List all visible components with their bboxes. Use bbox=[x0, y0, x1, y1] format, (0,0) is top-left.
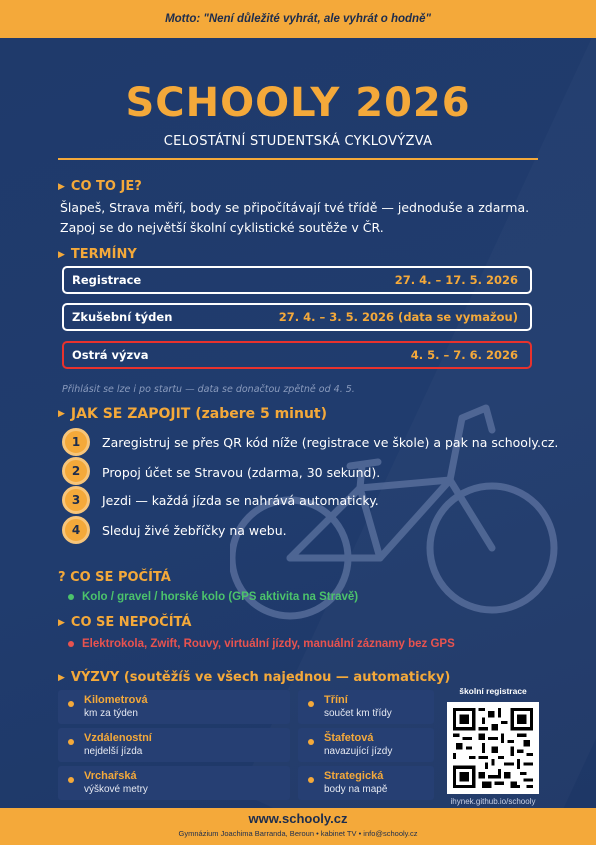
term-dates: 27. 4. – 17. 5. 2026 bbox=[394, 273, 518, 287]
challenge-sub: nejdelší jízda bbox=[84, 746, 143, 757]
motto-bar bbox=[0, 0, 596, 38]
triangle-icon: ▶ bbox=[58, 249, 65, 260]
cross-icon bbox=[68, 641, 74, 647]
term-dates: 4. 5. – 7. 6. 2026 bbox=[410, 348, 518, 362]
page-subtitle: CELOSTÁTNÍ STUDENTSKÁ CYKLOVÝZVA bbox=[163, 134, 433, 149]
section-what bbox=[58, 179, 142, 194]
triangle-icon: ▶ bbox=[58, 672, 65, 683]
step-number: 4 bbox=[62, 516, 90, 544]
triangle-icon: ▶ bbox=[58, 181, 65, 192]
challenge-sub: navazující jízdy bbox=[324, 746, 393, 757]
challenge-card bbox=[58, 690, 290, 724]
section-what-heading: CO TO JE? bbox=[70, 179, 142, 194]
step-number: 1 bbox=[62, 428, 90, 456]
qr-footer[interactable]: ihynek.github.io/schooly bbox=[450, 797, 536, 806]
challenge-sub: body na mapě bbox=[324, 784, 388, 795]
motto-text: Motto: "Není důležité vyhrát, ale vyhrát o hodně" bbox=[165, 13, 431, 25]
triangle-icon: ▶ bbox=[58, 617, 65, 628]
footer-url[interactable]: www.schooly.cz bbox=[248, 811, 348, 826]
what-line-1: Šlapeš, Strava měří, body se připočítávají tvé třídě — jednoduše a zdarma. bbox=[60, 200, 530, 215]
notcounts-item bbox=[68, 638, 455, 650]
challenge-title: Strategická bbox=[324, 770, 384, 782]
section-terms-heading: TERMÍNY bbox=[70, 247, 137, 262]
term-registration bbox=[62, 266, 532, 294]
terms-note: Přihlásit se lze i po startu — data se donačtou zpětně od 4. 5. bbox=[62, 384, 355, 395]
challenge-title: Vzdálenostní bbox=[84, 732, 152, 744]
challenge-card bbox=[58, 766, 290, 800]
poster bbox=[0, 38, 596, 808]
step-text: Sleduj živé žebříčky na webu. bbox=[102, 523, 287, 538]
step-text: Propoj účet se Stravou (zdarma, 30 sekund). bbox=[102, 465, 381, 480]
section-notcounts bbox=[58, 615, 191, 630]
section-counts bbox=[58, 570, 171, 585]
term-label: Zkušební týden bbox=[72, 310, 173, 324]
qr-header: školní registrace bbox=[459, 686, 527, 696]
bullet-icon bbox=[308, 701, 314, 707]
challenge-sub: km za týden bbox=[84, 708, 138, 719]
qr-code-icon bbox=[453, 708, 533, 788]
term-trial-week bbox=[62, 303, 532, 331]
section-counts-heading: ? CO SE POČÍTÁ bbox=[58, 570, 171, 585]
bullet-icon bbox=[308, 777, 314, 783]
bullet-icon bbox=[308, 739, 314, 745]
term-live-challenge bbox=[62, 341, 532, 369]
step-number: 3 bbox=[62, 486, 90, 514]
section-challenges-heading: VÝZVY (soutěžíš ve všech najednou — automaticky) bbox=[70, 670, 451, 685]
bullet-icon bbox=[68, 777, 74, 783]
challenge-card bbox=[58, 728, 290, 762]
challenge-card bbox=[298, 690, 434, 724]
challenge-title: Tříní bbox=[324, 694, 348, 706]
page-title: SCHOOLY 2026 bbox=[125, 80, 471, 126]
step-number: 2 bbox=[62, 457, 90, 485]
step-text: Jezdi — každá jízda se nahrává automaticky. bbox=[102, 493, 379, 508]
title-divider bbox=[58, 158, 538, 160]
qr-panel bbox=[440, 686, 546, 808]
term-label: Registrace bbox=[72, 273, 142, 287]
triangle-icon: ▶ bbox=[58, 409, 65, 419]
section-terms bbox=[58, 247, 137, 262]
bullet-icon bbox=[68, 701, 74, 707]
challenge-title: Vrchařská bbox=[84, 770, 137, 782]
section-join bbox=[58, 406, 327, 422]
what-line-2: Zapoj se do největší školní cyklistické soutěže v ČR. bbox=[60, 220, 384, 235]
section-notcounts-heading: CO SE NEPOČÍTÁ bbox=[70, 615, 192, 630]
challenge-card bbox=[298, 728, 434, 762]
notcounts-item-text: Elektrokola, Zwift, Rouvy, virtuální jízdy, manuální záznamy bez GPS bbox=[82, 638, 455, 650]
footer-address: Gymnázium Joachima Barranda, Beroun • kabinet TV • info@schooly.cz bbox=[178, 829, 418, 838]
term-dates: 27. 4. – 3. 5. 2026 (data se vymažou) bbox=[278, 310, 518, 324]
challenge-title: Štafetová bbox=[324, 732, 374, 744]
section-challenges bbox=[58, 670, 450, 685]
challenge-card bbox=[298, 766, 434, 800]
section-join-heading: JAK SE ZAPOJIT (zabere 5 minut) bbox=[70, 406, 328, 422]
check-icon bbox=[68, 594, 74, 600]
bullet-icon bbox=[68, 739, 74, 745]
challenge-sub: součet km třídy bbox=[324, 708, 392, 719]
counts-item-text: Kolo / gravel / horské kolo (GPS aktivita na Stravě) bbox=[82, 591, 359, 603]
term-label: Ostrá výzva bbox=[72, 348, 149, 362]
step-text: Zaregistruj se přes QR kód níže (registrace ve škole) a pak na schooly.cz. bbox=[102, 435, 559, 450]
counts-item bbox=[68, 591, 358, 603]
qr-code[interactable] bbox=[447, 702, 539, 794]
challenge-sub: výškové metry bbox=[84, 784, 148, 795]
footer bbox=[0, 808, 596, 845]
what-description bbox=[60, 198, 540, 238]
challenge-title: Kilometrová bbox=[84, 694, 148, 706]
